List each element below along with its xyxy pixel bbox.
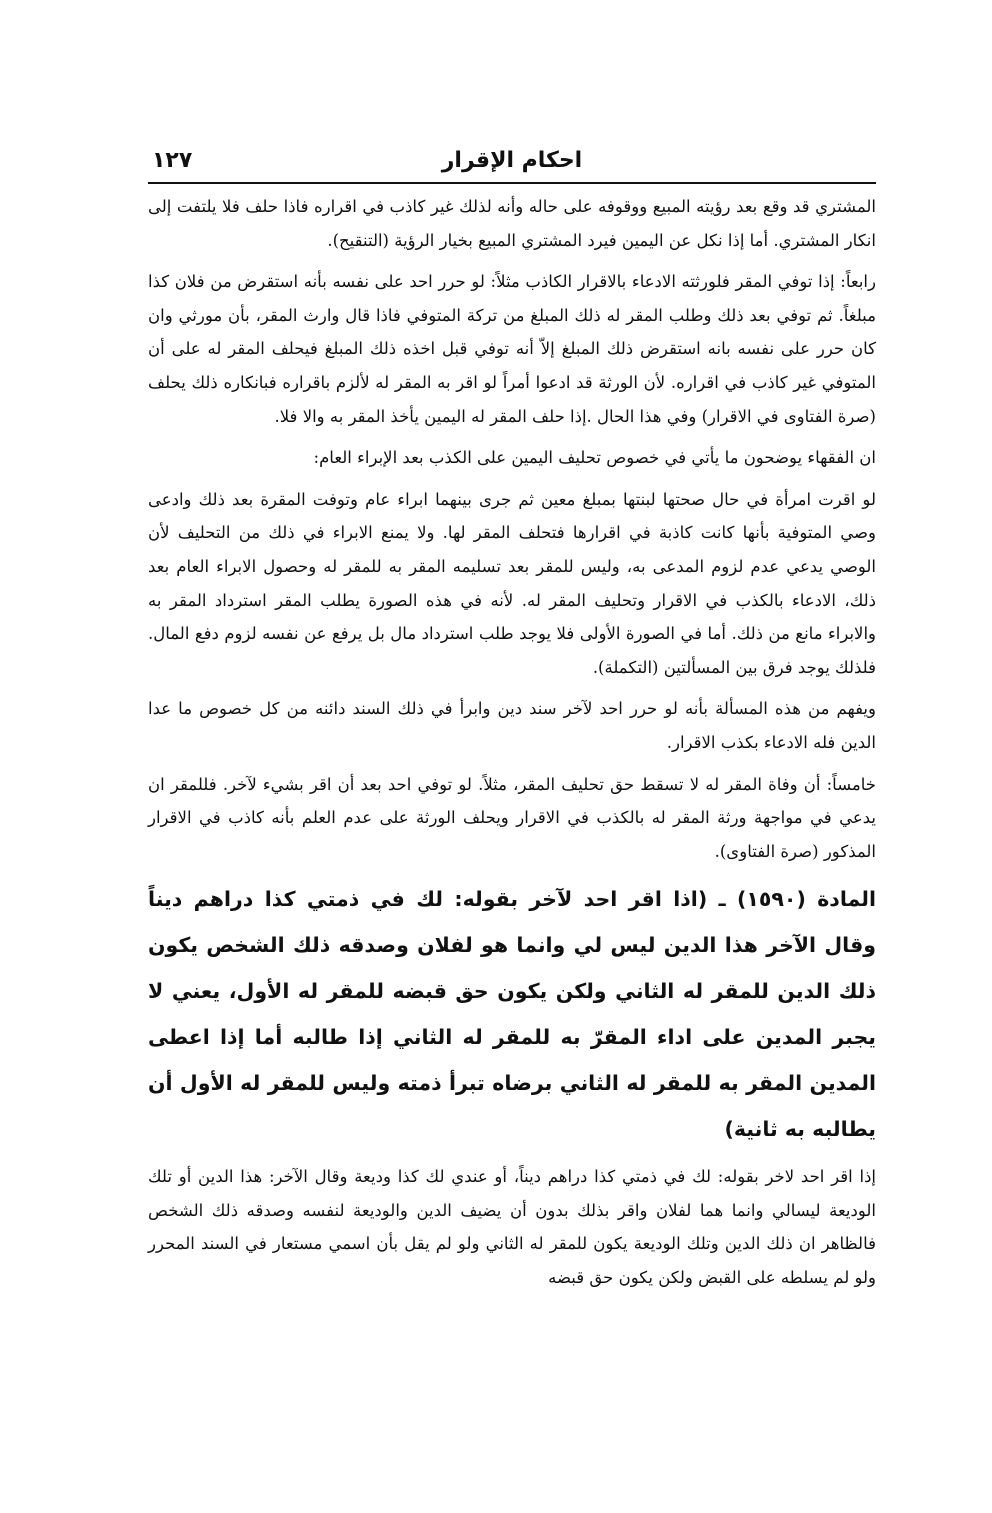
paragraph-jurists-note: ان الفقهاء يوضحون ما يأتي في خصوص تحليف اليمين على الكذب بعد الإبراء العام: (313, 448, 876, 468)
paragraph-inference: ويفهم من هذه المسألة بأنه لو حرر احد لآخر سند دين وابرأ في ذلك السند دائنه من كل خصوص ما عدا الدين فله الادعاء بكذب الاقرار. (148, 699, 876, 752)
paragraph-continuation: المشتري قد وقع بعد رؤيته المبيع ووقوفه على حاله وأنه لذلك غير كاذب في اقراره فاذا حلف فلا يلتفت إلى انكار المشتري. أما إذا نكل عن اليمين فيرد المشتري المبيع بخيار الرؤية (التنقيح). (148, 197, 876, 250)
running-title: احكام الإقرار (441, 148, 583, 173)
paragraph-fourth: رابعاً: إذا توفي المقر فلورثته الادعاء بالاقرار الكاذب مثلاً: لو حرر احد على نفسه بأنه استقرض من فلان كذا مبلغاً. ثم توفي بعد ذلك وطلب المقر له ذلك المبلغ من تركة المتوفي فاذا قال وارث المقر، بأن مورثي وان كان حرر على نفسه بانه استقرض ذلك المبلغ إلاّ أنه توفي قبل اخذه ذلك المبلغ فيحلف المقر له على أن المتوفي غير كاذب في اقراره. لأن الورثة قد ادعوا أمراً لو اقر به المقر له لألزم باقراره فبانكاره ذلك يحلف (صرة الفتاوى في الاقرار) وفي هذا الحال .إذا حلف المقر له اليمين يأخذ المقر به والا فلا. (148, 272, 876, 426)
page-body (148, 190, 876, 1295)
article-1590: المادة (١٥٩٠) ـ (اذا اقر احد لآخر بقوله: لك في ذمتي كذا دراهم ديناً وقال الآخر هذا الدين ليس لي وانما هو لفلان وصدقه ذلك الشخص يكون ذلك الدين للمقر له الثاني ولكن يكون حق قبضه للمقر له الأول، يعني لا يجبر المدين على اداء المقرّ به للمقر له الثاني إذا طالبه أما إذا اعطى المدين المقر به للمقر له الثاني برضاه تبرأ ذمته وليس للمقر له الأول أن يطالبه به ثانية) (148, 887, 876, 1142)
paragraph-woman-example: لو اقرت امرأة في حال صحتها لبنتها بمبلغ معين ثم جرى بينهما ابراء عام وتوفت المقرة بعد ذلك وادعى وصي المتوفية بأنها كانت كاذبة في اقرارها فتحلف المقر لها. ولا يمنع الابراء في ذلك من التحليف لأن الوصي يدعي عدم لزوم المدعى به، وليس للمقر بعد تسليمه المقر به للمقر له وحصول الابراء العام بعد ذلك، الادعاء بالكذب في الاقرار وتحليف المقر له. لأنه في هذه الصورة يطلب المقر استرداد المقر به والابراء مانع من ذلك. أما في الصورة الأولى فلا يوجد طلب استرداد مال بل يرفع عن نفسه لزوم دفع المال. فلذلك يوجد فرق بين المسألتين (التكملة). (148, 489, 876, 677)
paragraph-fifth: خامساً: أن وفاة المقر له لا تسقط حق تحليف المقر، مثلاً. لو توفي احد بعد أن اقر بشيء لآخر. فللمقر ان يدعي في مواجهة ورثة المقر له بالكذب في الاقرار ويحلف الورثة على عدم العلم بأنه كاذب في الاقرار المذكور (صرة الفتاوى). (148, 774, 876, 861)
page-number: ١٢٧ (152, 148, 193, 173)
paragraph-commentary: إذا اقر احد لاخر بقوله: لك في ذمتي كذا دراهم ديناً، أو عندي لك كذا وديعة وقال الآخر: هذا الدين أو تلك الوديعة ليسالي وانما هما لفلان واقر بذلك بدون أن يضيف الدين والوديعة لنفسه وصدقه ذلك الشخص فالظاهر ان ذلك الدين وتلك الوديعة يكون للمقر له الثاني ولو لم يقل بأن اسمي مستعار في السند المحرر ولو لم يسلطه على القبض ولكن يكون حق قبضه (148, 1167, 876, 1288)
running-header (148, 140, 876, 184)
